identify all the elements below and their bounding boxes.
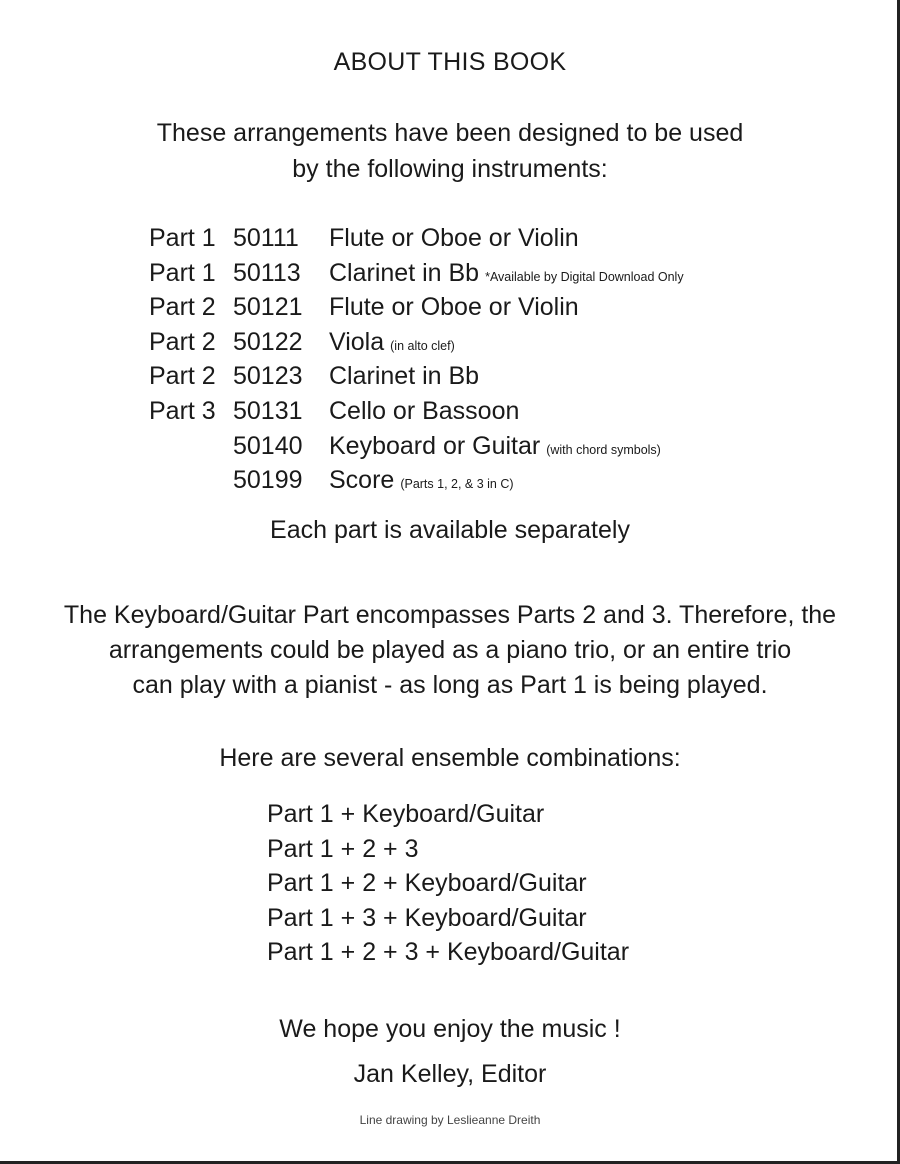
part-note: *Available by Digital Download Only [485, 269, 684, 284]
combination-item: Part 1 + 3 + Keyboard/Guitar [267, 903, 587, 932]
illustration-credit: Line drawing by Leslieanne Dreith [359, 1113, 541, 1127]
part-instrument: Flute or Oboe or Violin [329, 224, 579, 252]
combination-item: Part 1 + 2 + 3 + Keyboard/Guitar [267, 938, 630, 967]
part-number: 50199 [233, 466, 303, 495]
part-number: 50140 [233, 431, 303, 460]
part-number: 50121 [233, 293, 303, 322]
intro-line-1: These arrangements have been designed to be used [156, 119, 744, 147]
part-number: 50123 [233, 362, 303, 391]
intro-text [0, 115, 900, 187]
part-instrument-wrap [329, 466, 514, 495]
part-number: 50111 [233, 224, 299, 252]
part-label: Part 1 [149, 258, 216, 287]
part-number: 50131 [233, 396, 303, 425]
part-instrument: Viola [329, 327, 385, 356]
part-instrument-wrap [329, 259, 684, 288]
keyboard-paragraph [0, 598, 900, 703]
part-label: Part 3 [149, 396, 216, 425]
combinations-list [267, 800, 629, 973]
part-instrument: Flute or Oboe or Violin [329, 293, 579, 322]
paragraph-line-2: arrangements could be played as a piano trio, or an entire trio [108, 636, 792, 664]
combination-item: Part 1 + Keyboard/Guitar [267, 800, 545, 828]
part-instrument-wrap [329, 293, 585, 322]
part-label: Part 2 [149, 362, 216, 391]
part-instrument-wrap [329, 362, 485, 391]
availability-note: Each part is available separately [270, 516, 630, 544]
paragraph-line-1: The Keyboard/Guitar Part encompasses Parts 2 and 3. Therefore, the [63, 601, 837, 629]
part-label: Part 2 [149, 327, 216, 356]
part-instrument: Cello or Bassoon [329, 396, 520, 425]
editor-signature: Jan Kelley, Editor [353, 1060, 547, 1088]
combinations-heading: Here are several ensemble combinations: [219, 744, 681, 772]
part-instrument-wrap [329, 432, 661, 461]
part-label: Part 2 [149, 293, 216, 322]
combination-item: Part 1 + 2 + 3 [267, 834, 419, 863]
part-instrument: Clarinet in Bb [329, 258, 480, 287]
combination-item: Part 1 + 2 + Keyboard/Guitar [267, 869, 587, 898]
part-note: (in alto clef) [390, 338, 455, 353]
closing-line: We hope you enjoy the music ! [279, 1015, 621, 1043]
part-instrument: Keyboard or Guitar [329, 431, 541, 460]
part-label: Part 1 [149, 224, 216, 252]
part-instrument-wrap [329, 397, 525, 426]
paragraph-line-3: can play with a pianist - as long as Part 1 is being played. [132, 671, 768, 699]
part-number: 50113 [233, 258, 301, 287]
intro-line-2: by the following instruments: [292, 155, 608, 183]
part-instrument-wrap [329, 224, 585, 253]
part-instrument-wrap [329, 328, 455, 357]
part-instrument: Score [329, 466, 395, 495]
part-instrument: Clarinet in Bb [329, 362, 480, 391]
page-title: ABOUT THIS BOOK [333, 48, 567, 76]
part-note: (with chord symbols) [546, 442, 661, 457]
part-note: (Parts 1, 2, & 3 in C) [400, 477, 514, 492]
part-number: 50122 [233, 327, 303, 356]
